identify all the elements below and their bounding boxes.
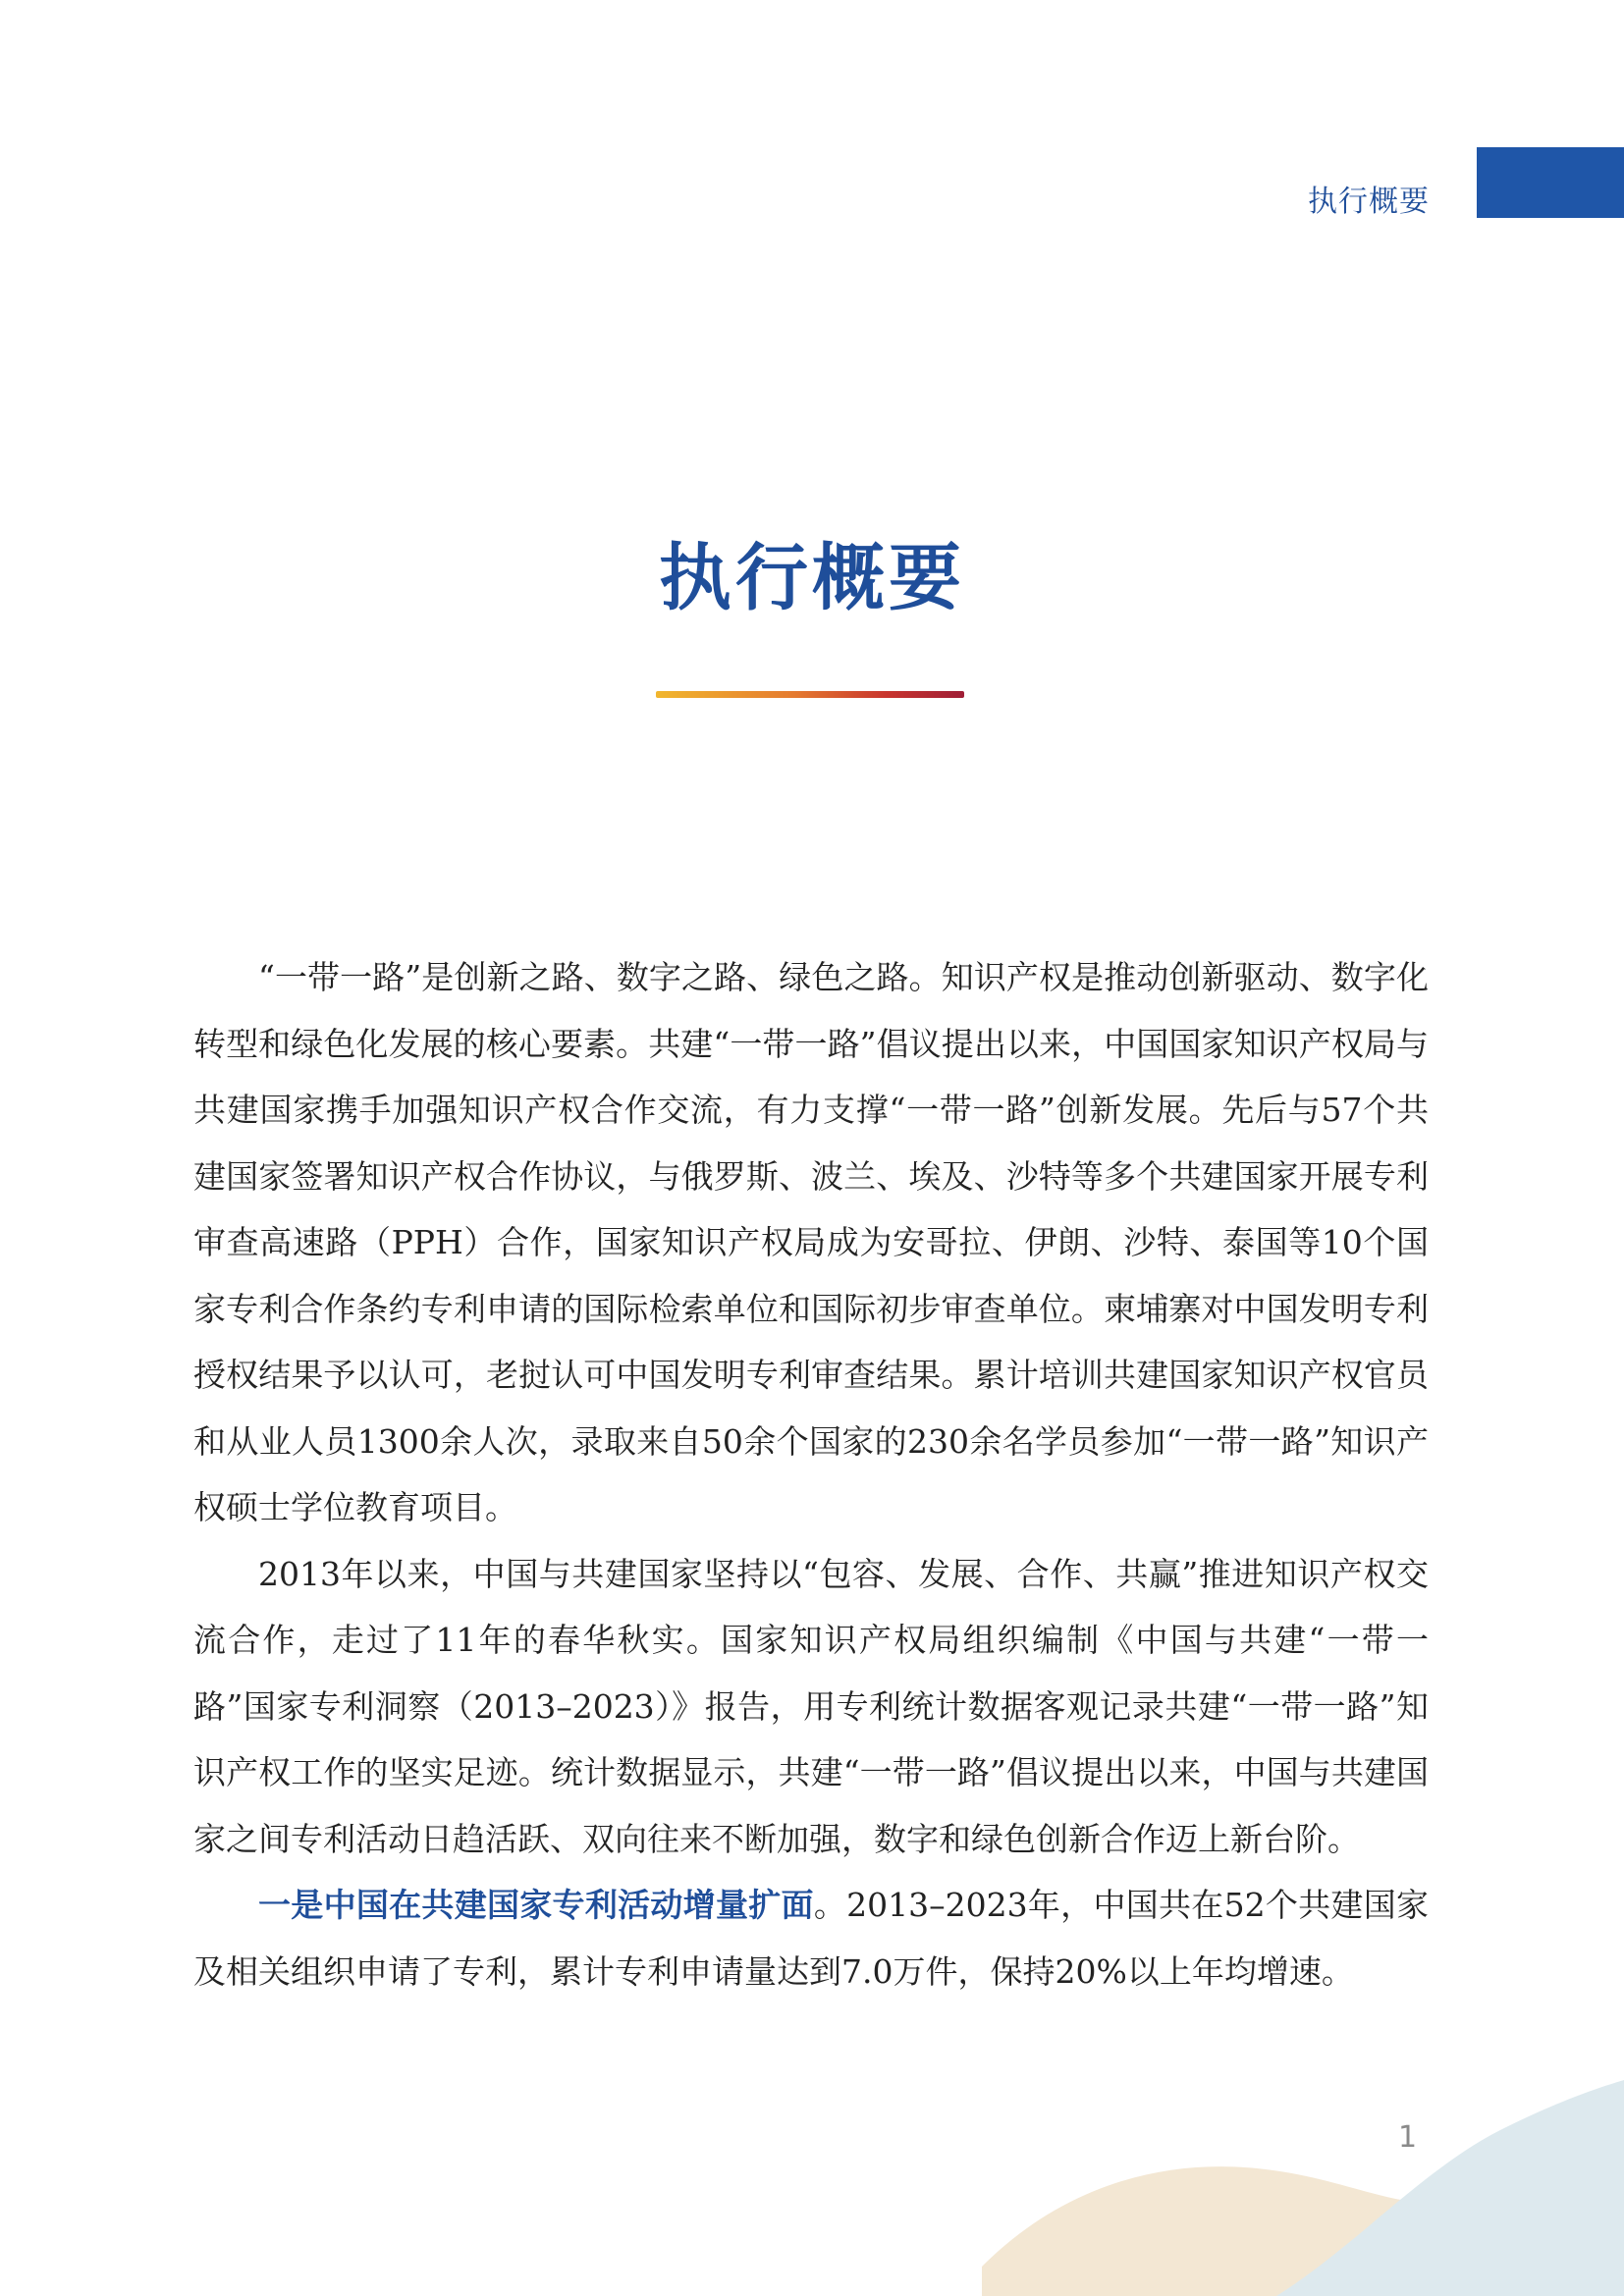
body-text	[193, 944, 1429, 2004]
decorative-wave	[0, 2051, 1624, 2296]
title-divider	[656, 691, 964, 698]
header-tab-marker	[1477, 147, 1624, 218]
paragraph-2: 2013年以来，中国与共建国家坚持以“包容、发展、合作、共赢”推进知识产权交流合作，走过了11年的春华秋实。国家知识产权局组织编制《中国与共建“一带一路”国家专利洞察（2013–2023）》报告，用专利统计数据客观记录共建“一带一路”知识产权工作的坚实足迹。统计数据显示，共建“一带一路”倡议提出以来，中国与共建国家之间专利活动日趋活跃、双向往来不断加强，数字和绿色创新合作迈上新台阶。	[193, 1554, 1429, 1858]
paragraph-1: “一带一路”是创新之路、数字之路、绿色之路。知识产权是推动创新驱动、数字化转型和绿色化发展的核心要素。共建“一带一路”倡议提出以来，中国国家知识产权局与共建国家携手加强知识产权合作交流，有力支撑“一带一路”创新发展。先后与57个共建国家签署知识产权合作协议，与俄罗斯、波兰、埃及、沙特等多个共建国家开展专利审查高速路（PPH）合作，国家知识产权局成为安哥拉、伊朗、沙特、泰国等10个国家专利合作条约专利申请的国际检索单位和国际初步审查单位。柬埔寨对中国发明专利授权结果予以认可，老挝认可中国发明专利审查结果。累计培训共建国家知识产权官员和从业人员1300余人次，录取来自50余个国家的230余名学员参加“一带一路”知识产权硕士学位教育项目。	[193, 958, 1429, 1526]
paragraph-3	[193, 1872, 1429, 2004]
page-number: 1	[1398, 2120, 1418, 2155]
paragraph-3-text: 。2013–2023年，中国共在52个共建国家及相关组织申请了专利，累计专利申请量达到7.0万件，保持20%以上年均增速。	[193, 1886, 1429, 1991]
header-section-label: 执行概要	[1308, 185, 1430, 219]
page-title: 执行概要	[659, 536, 965, 620]
paragraph-3-emphasis: 一是中国在共建国家专利活动增量扩面	[258, 1886, 814, 1924]
